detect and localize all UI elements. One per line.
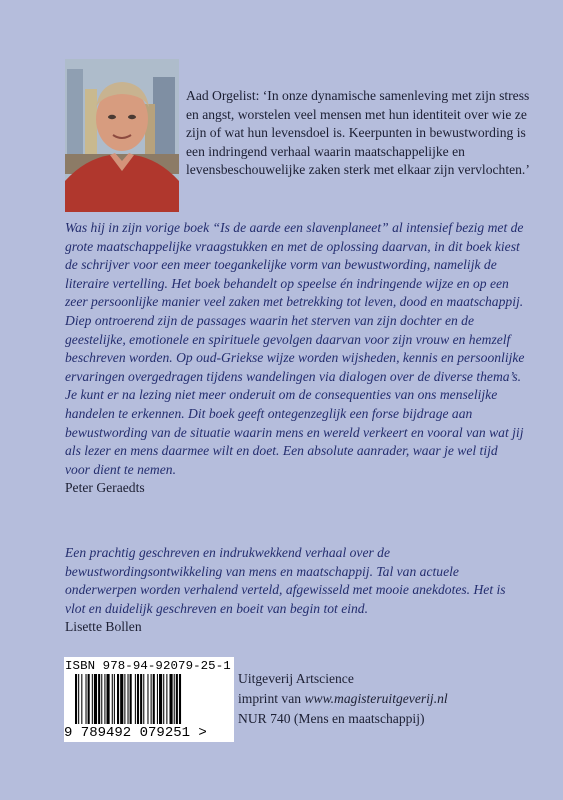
imprint-prefix: imprint van (238, 691, 305, 706)
author-photo (65, 59, 179, 212)
publisher-name: Uitgeverij Artscience (238, 671, 354, 686)
isbn-label: ISBN 978-94-92079-25-1 (65, 659, 231, 673)
ean-number: 9 789492 079251 > (64, 725, 207, 741)
review-1-text: Was hij in zijn vorige boek “Is de aarde een slavenplaneet” al intensief bezig met de grote maatschappelijke vraagstukken en met de oplossing daarvan, in dit boek kiest de schrijver voor een meer toegankelijke vorm van bewustwording, namelijk de literaire vertelling. Het boek behandelt op speelse én indringende wijze en op een zeer persoonlijke manier veel zaken met betrekking tot leven, dood en maatschappij. Diep ontroerend zijn de passages waarin het sterven van zijn dochter en de geestelijke, emotionele en spirituele gevolgen daarvan voor zijn vrouw en hemzelf beschreven worden. Op oud-Griekse wijze worden wijsheden, kennis en persoonlijke ervaringen overgedragen tijdens wandelingen via dialogen over de diverse thema’s. Je kunt er na lezing niet meer onderuit om de consequenties van ons menselijke handelen te erkennen. Dit boek geeft ontegenzeglijk een forse bijdrage aan bewustwording van de situatie waarin mens en wereld verkeert en vooral van wat jij als lezer en mens daarmee wilt en doet. Een absolute aanrader, waar je wel tijd voor dient te nemen. (65, 220, 525, 477)
review-1-reviewer: Peter Geraedts (65, 480, 145, 496)
nur-code: NUR 740 (Mens en maatschappij) (238, 711, 425, 726)
barcode-bars-icon (75, 674, 225, 724)
author-quote: Aad Orgelist: ‘In onze dynamische samenleving met zijn stress en angst, worstelen veel mensen met hun identiteit over wie ze zijn of wat hun levensdoel is. Keerpunten in bewustwording is een indringend verhaal waarin maatschappelijke en levensbeschouwelijke zaken sterk met elkaar zijn vervlochten.’ (186, 88, 530, 178)
review-2-reviewer: Lisette Bollen (65, 619, 142, 635)
publisher-info (238, 669, 518, 729)
publisher-url: www.magisteruitgeverij.nl (304, 691, 448, 706)
publisher-imprint-line (238, 689, 518, 709)
review-2-text: Een prachtig geschreven en indrukwekkend verhaal over de bewustwordingsontwikkeling van mens en maatschappij. Tal van actuele onderwerpen worden verhalend verteld, afgewisseld met mooie anekdotes. Het is vlot en duidelijk geschreven en boeit van begin tot eind. (65, 545, 506, 616)
review-1 (65, 219, 525, 498)
review-2 (65, 544, 525, 637)
isbn-barcode (64, 657, 234, 742)
